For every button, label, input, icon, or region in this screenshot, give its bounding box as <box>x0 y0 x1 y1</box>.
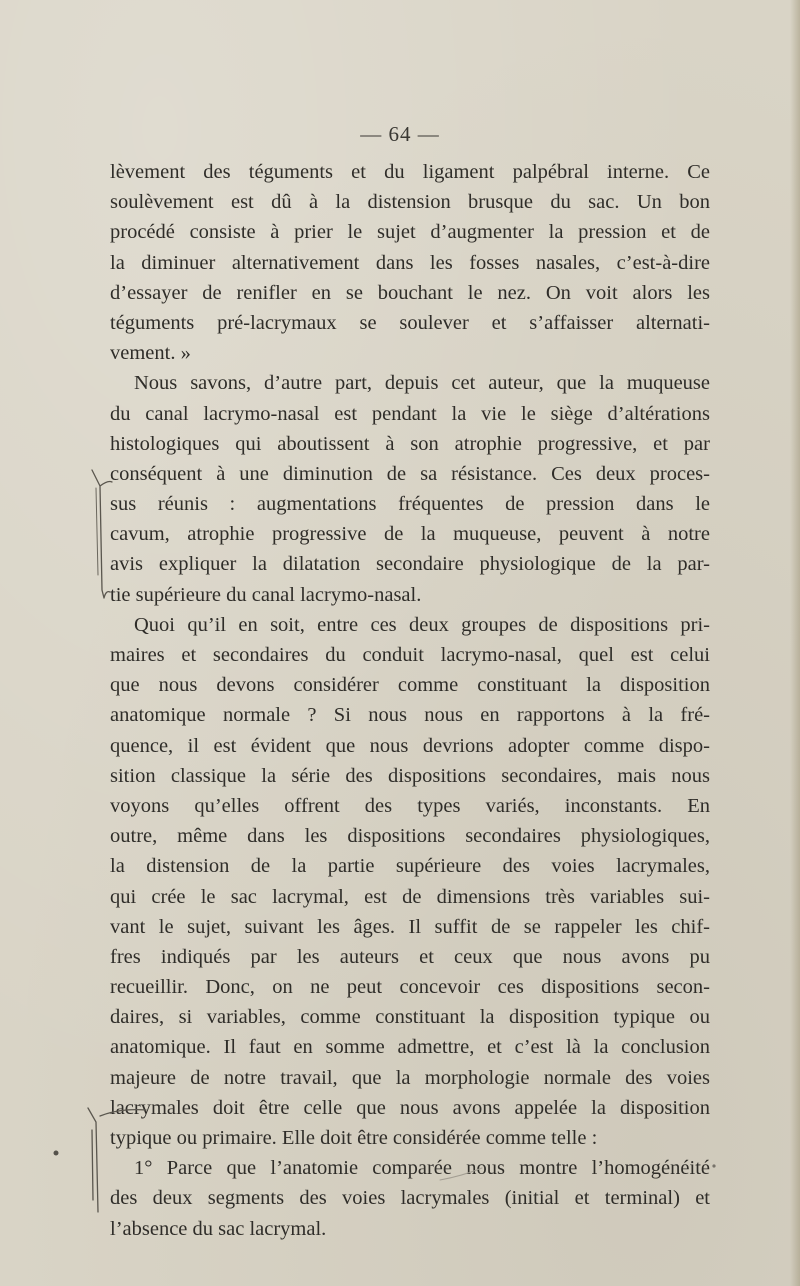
text-line: anatomique normale ? Si nous nous en rapportons à la fré- <box>110 704 710 727</box>
text-line: recueillir. Donc, on ne peut concevoir ces dispositions secon- <box>110 976 710 999</box>
text-line: soulèvement est dû à la distension brusque du sac. Un bon <box>110 191 710 214</box>
text-line: que nous devons considérer comme constituant la disposition <box>110 674 710 697</box>
text-line: l’absence du sac lacrymal. <box>110 1217 327 1240</box>
ink-dot <box>54 1151 59 1156</box>
page-number: — 64 — <box>360 122 440 146</box>
text-line: des deux segments des voies lacrymales (initial et terminal) et <box>110 1187 710 1210</box>
text-line: Nous savons, d’autre part, depuis cet auteur, que la muqueuse <box>134 372 710 395</box>
text-line: la diminuer alternativement dans les fosses nasales, c’est-à-dire <box>110 251 710 274</box>
text-line: lacrymales doit être celle que nous avons appelée la disposition <box>110 1096 710 1119</box>
text-line: histologiques qui aboutissent à son atrophie progressive, et par <box>110 432 710 455</box>
text-line: du canal lacrymo-nasal est pendant la vie le siège d’altérations <box>110 402 710 425</box>
text-line: typique ou primaire. Elle doit être considérée comme telle : <box>110 1127 598 1149</box>
text-line: maires et secondaires du conduit lacrymo-nasal, quel est celui <box>110 644 710 666</box>
body-text <box>110 157 710 1244</box>
paragraph-1 <box>110 157 710 368</box>
text-line: daires, si variables, comme constituant la disposition typique ou <box>110 1006 710 1029</box>
text-line: conséquent à une diminution de sa résistance. Ces deux proces- <box>110 462 710 485</box>
text-line: voyons qu’elles offrent des types variés, inconstants. En <box>110 794 710 817</box>
paragraph-2 <box>110 368 710 610</box>
text-line: avis expliquer la dilatation secondaire physiologique de la par- <box>110 553 710 576</box>
text-line: vement. » <box>110 342 191 365</box>
ink-dot <box>712 1164 715 1167</box>
text-line: téguments pré-lacrymaux se soulever et s’affaisser alternati- <box>110 311 710 334</box>
text-line: la distension de la partie supérieure des voies lacrymales, <box>110 855 710 878</box>
paragraph-3 <box>110 610 710 1153</box>
text-line: qui crée le sac lacrymal, est de dimensions très variables sui- <box>110 885 710 908</box>
text-line: cavum, atrophie progressive de la muqueuse, peuvent à notre <box>110 523 710 546</box>
text-line: majeure de notre travail, que la morphologie normale des voies <box>110 1066 710 1089</box>
text-line: anatomique. Il faut en somme admettre, et c’est là la conclusion <box>110 1036 710 1059</box>
text-line: 1° Parce que l’anatomie comparée nous montre l’homogénéité <box>134 1157 710 1180</box>
text-line: d’essayer de renifler en se bouchant le nez. On voit alors les <box>110 281 710 304</box>
text-line: Quoi qu’il en soit, entre ces deux groupes de dispositions pri- <box>134 613 710 636</box>
text-line: tie supérieure du canal lacrymo-nasal. <box>110 583 422 606</box>
text-line: quence, il est évident que nous devrions adopter comme dispo- <box>110 734 710 757</box>
text-line: outre, même dans les dispositions secondaires physiologiques, <box>110 825 710 848</box>
text-line: sus réunis : augmentations fréquentes de pression dans le <box>110 493 710 516</box>
text-line: fres indiqués par les auteurs et ceux que nous avons pu <box>110 945 710 968</box>
text-line: sition classique la série des dispositions secondaires, mais nous <box>110 764 710 787</box>
pencil-bracket-mark <box>92 470 112 598</box>
pencil-bracket-mark <box>96 488 98 575</box>
paragraph-4 <box>110 1153 710 1244</box>
page-edge-shadow <box>790 0 800 1286</box>
text-line: procédé consiste à prier le sujet d’augmenter la pression et de <box>110 221 710 244</box>
text-line: vant le sujet, suivant les âges. Il suffit de se rappeler les chif- <box>110 915 710 938</box>
text-line: lèvement des téguments et du ligament palpébral interne. Ce <box>110 161 710 183</box>
